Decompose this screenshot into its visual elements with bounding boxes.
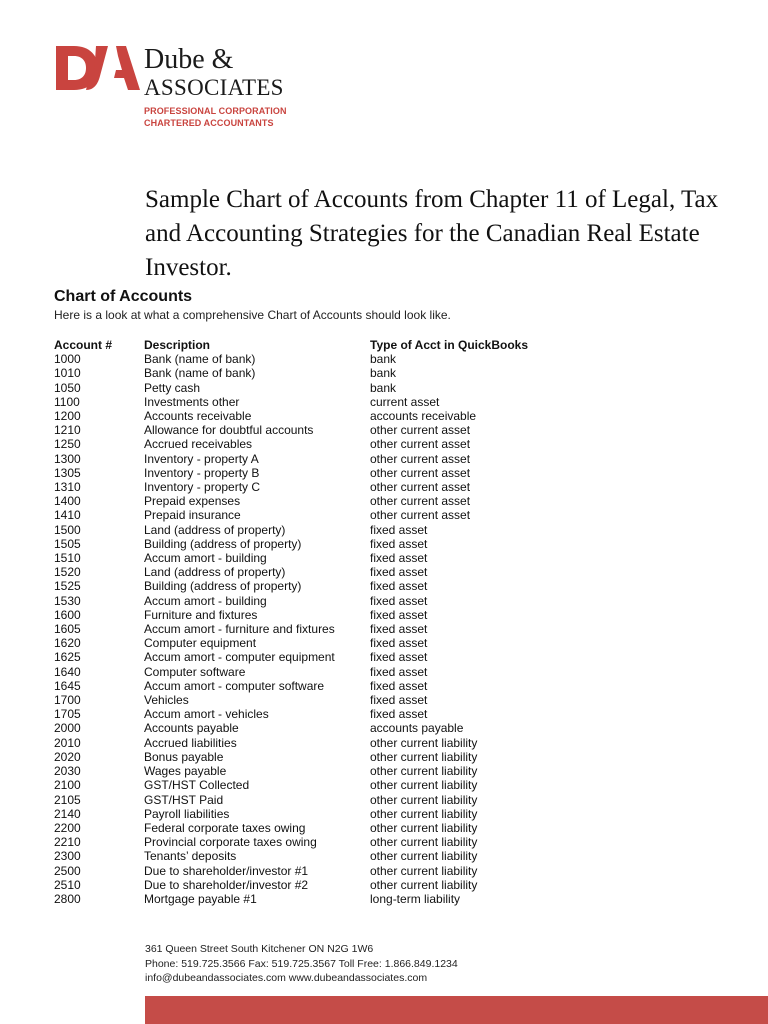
account-number-cell: 1000 <box>54 352 81 367</box>
account-type-cell: bank <box>370 366 397 381</box>
account-number-cell: 2000 <box>54 721 81 736</box>
table-row <box>54 679 570 693</box>
table-row <box>54 452 570 466</box>
description-cell: Accrued receivables <box>144 437 253 452</box>
description-cell: Land (address of property) <box>144 522 286 537</box>
logo-mark-icon <box>56 46 140 90</box>
table-row <box>54 579 570 593</box>
account-number-cell: 1400 <box>54 494 81 509</box>
footer-phone: Phone: 519.725.3566 Fax: 519.725.3567 Toll Free: 1.866.849.1234 <box>145 957 458 970</box>
table-row <box>54 721 570 735</box>
section-heading: Chart of Accounts <box>54 288 193 305</box>
table-row <box>54 878 570 892</box>
account-number-cell: 2500 <box>54 863 81 878</box>
header-account-type: Type of Acct in QuickBooks <box>370 338 529 352</box>
table-row <box>54 594 570 608</box>
account-number-cell: 1605 <box>54 622 81 637</box>
description-cell: GST/HST Paid <box>144 792 224 807</box>
account-type-cell: other current liability <box>370 806 478 821</box>
description-cell: Accum amort - computer software <box>144 678 325 693</box>
logo-subtitle-line1: PROFESSIONAL CORPORATION <box>144 106 287 116</box>
account-type-cell: fixed asset <box>370 579 428 594</box>
account-number-cell: 1300 <box>54 451 81 466</box>
table-row <box>54 736 570 750</box>
account-type-cell: fixed asset <box>370 565 428 580</box>
table-row <box>54 466 570 480</box>
description-cell: Prepaid expenses <box>144 494 241 509</box>
description-cell: Petty cash <box>144 380 201 395</box>
description-cell: Tenants’ deposits <box>144 849 237 864</box>
description-cell: Bank (name of bank) <box>144 352 256 367</box>
logo-name-line2: ASSOCIATES <box>144 75 284 100</box>
table-row <box>54 793 570 807</box>
table-row <box>54 395 570 409</box>
account-type-cell: other current liability <box>370 749 478 764</box>
account-type-cell: other current asset <box>370 437 471 452</box>
description-cell: Accum amort - building <box>144 593 267 608</box>
description-cell: Computer equipment <box>144 636 257 651</box>
description-cell: Vehicles <box>144 693 189 708</box>
account-number-cell: 1210 <box>54 423 81 438</box>
description-cell: Inventory - property B <box>144 465 260 480</box>
table-row <box>54 892 570 906</box>
account-type-cell: fixed asset <box>370 636 428 651</box>
account-type-cell: accounts receivable <box>370 409 477 424</box>
header-account-number: Account # <box>54 338 113 352</box>
account-type-cell: other current liability <box>370 835 478 850</box>
description-cell: Provincial corporate taxes owing <box>144 835 317 850</box>
account-number-cell: 1010 <box>54 366 81 381</box>
description-cell: Prepaid insurance <box>144 508 241 523</box>
account-type-cell: fixed asset <box>370 551 428 566</box>
description-cell: Due to shareholder/investor #1 <box>144 863 309 878</box>
description-cell: GST/HST Collected <box>144 778 250 793</box>
table-row <box>54 807 570 821</box>
account-number-cell: 1705 <box>54 707 81 722</box>
account-number-cell: 1310 <box>54 480 81 495</box>
header-description: Description <box>144 338 211 352</box>
description-cell: Accum amort - building <box>144 551 267 566</box>
account-number-cell: 2800 <box>54 891 81 906</box>
table-row <box>54 437 570 451</box>
account-number-cell: 1625 <box>54 650 81 665</box>
account-type-cell: other current asset <box>370 494 471 509</box>
description-cell: Building (address of property) <box>144 536 302 551</box>
description-cell: Payroll liabilities <box>144 806 230 821</box>
table-row <box>54 565 570 579</box>
table-row <box>54 352 570 366</box>
account-number-cell: 2105 <box>54 792 81 807</box>
account-type-cell: long-term liability <box>370 891 461 906</box>
account-type-cell: other current liability <box>370 792 478 807</box>
account-number-cell: 1250 <box>54 437 81 452</box>
table-row <box>54 480 570 494</box>
account-type-cell: bank <box>370 380 397 395</box>
footer-address: 361 Queen Street South Kitchener ON N2G 1W6 <box>145 943 374 955</box>
table-row <box>54 423 570 437</box>
description-cell: Building (address of property) <box>144 579 302 594</box>
account-type-cell: other current asset <box>370 451 471 466</box>
table-row <box>54 864 570 878</box>
account-number-cell: 1100 <box>54 394 80 409</box>
chart-of-accounts-table <box>54 338 570 906</box>
account-type-cell: other current asset <box>370 508 471 523</box>
account-type-cell: other current liability <box>370 735 478 750</box>
account-type-cell: fixed asset <box>370 650 428 665</box>
account-type-cell: other current asset <box>370 423 471 438</box>
footer-bar <box>145 996 768 1024</box>
table-row <box>54 537 570 551</box>
account-number-cell: 2030 <box>54 764 81 779</box>
table-row <box>54 409 570 423</box>
description-cell: Accounts payable <box>144 721 239 736</box>
account-number-cell: 1200 <box>54 409 81 424</box>
description-cell: Accum amort - vehicles <box>144 707 269 722</box>
description-cell: Wages payable <box>144 764 227 779</box>
description-cell: Land (address of property) <box>144 565 286 580</box>
account-number-cell: 2300 <box>54 849 81 864</box>
description-cell: Bonus payable <box>144 749 224 764</box>
account-number-cell: 2510 <box>54 877 81 892</box>
table-row <box>54 693 570 707</box>
description-cell: Accum amort - furniture and fixtures <box>144 622 335 637</box>
logo-subtitle-line2: CHARTERED ACCOUNTANTS <box>144 118 274 128</box>
table-row <box>54 608 570 622</box>
description-cell: Computer software <box>144 664 246 679</box>
table-row <box>54 381 570 395</box>
account-number-cell: 1530 <box>54 593 81 608</box>
table-row <box>54 508 570 522</box>
description-cell: Allowance for doubtful accounts <box>144 423 314 438</box>
account-number-cell: 1640 <box>54 664 81 679</box>
table-row <box>54 835 570 849</box>
account-number-cell: 1520 <box>54 565 81 580</box>
table-row <box>54 494 570 508</box>
logo-name-line1: Dube & <box>144 44 234 75</box>
account-number-cell: 1050 <box>54 380 81 395</box>
account-type-cell: fixed asset <box>370 707 428 722</box>
table-row <box>54 707 570 721</box>
account-type-cell: fixed asset <box>370 593 428 608</box>
account-type-cell: other current liability <box>370 849 478 864</box>
table-row <box>54 665 570 679</box>
table-row <box>54 821 570 835</box>
table-row <box>54 650 570 664</box>
table-row <box>54 366 570 380</box>
account-type-cell: other current asset <box>370 480 471 495</box>
account-type-cell: other current liability <box>370 863 478 878</box>
account-number-cell: 2020 <box>54 749 81 764</box>
table-row <box>54 778 570 792</box>
account-number-cell: 1525 <box>54 579 81 594</box>
account-number-cell: 1410 <box>54 508 81 523</box>
account-type-cell: other current asset <box>370 465 471 480</box>
account-type-cell: fixed asset <box>370 678 428 693</box>
description-cell: Federal corporate taxes owing <box>144 820 306 835</box>
description-cell: Accounts receivable <box>144 409 252 424</box>
description-cell: Accum amort - computer equipment <box>144 650 335 665</box>
account-number-cell: 1645 <box>54 678 81 693</box>
account-number-cell: 2010 <box>54 735 81 750</box>
account-number-cell: 2200 <box>54 820 81 835</box>
table-row <box>54 750 570 764</box>
account-number-cell: 1505 <box>54 536 81 551</box>
account-type-cell: other current liability <box>370 820 478 835</box>
table-row <box>54 849 570 863</box>
account-type-cell: current asset <box>370 394 440 409</box>
account-type-cell: other current liability <box>370 877 478 892</box>
footer-contact <box>145 942 458 986</box>
account-number-cell: 1600 <box>54 607 81 622</box>
company-logo <box>56 44 316 134</box>
account-number-cell: 1305 <box>54 465 81 480</box>
intro-text: Here is a look at what a comprehensive Chart of Accounts should look like. <box>54 308 451 322</box>
table-row <box>54 636 570 650</box>
account-type-cell: fixed asset <box>370 536 428 551</box>
account-type-cell: fixed asset <box>370 664 428 679</box>
account-number-cell: 2140 <box>54 806 81 821</box>
description-cell: Investments other <box>144 394 240 409</box>
account-type-cell: other current liability <box>370 778 478 793</box>
table-body <box>54 352 570 906</box>
table-row <box>54 764 570 778</box>
description-cell: Inventory - property C <box>144 480 261 495</box>
account-type-cell: fixed asset <box>370 693 428 708</box>
table-row <box>54 523 570 537</box>
account-type-cell: bank <box>370 352 397 367</box>
table-row <box>54 551 570 565</box>
document-title: Sample Chart of Accounts from Chapter 11 of Legal, Tax and Accounting Strategies for the Canadian Real Estate Investor. <box>145 186 719 281</box>
account-type-cell: fixed asset <box>370 622 428 637</box>
account-number-cell: 2100 <box>54 778 81 793</box>
description-cell: Due to shareholder/investor #2 <box>144 877 309 892</box>
description-cell: Furniture and fixtures <box>144 607 258 622</box>
table-row <box>54 622 570 636</box>
description-cell: Bank (name of bank) <box>144 366 256 381</box>
description-cell: Accrued liabilities <box>144 735 237 750</box>
account-type-cell: fixed asset <box>370 522 428 537</box>
account-number-cell: 1500 <box>54 522 81 537</box>
account-type-cell: other current liability <box>370 764 478 779</box>
account-number-cell: 1620 <box>54 636 81 651</box>
account-number-cell: 1700 <box>54 693 81 708</box>
table-header-row <box>54 338 570 352</box>
account-number-cell: 2210 <box>54 835 81 850</box>
account-number-cell: 1510 <box>54 551 81 566</box>
account-type-cell: accounts payable <box>370 721 464 736</box>
account-type-cell: fixed asset <box>370 607 428 622</box>
description-cell: Inventory - property A <box>144 451 259 466</box>
footer-email-web: info@dubeandassociates.com www.dubeandassociates.com <box>145 972 428 984</box>
description-cell: Mortgage payable #1 <box>144 891 257 906</box>
